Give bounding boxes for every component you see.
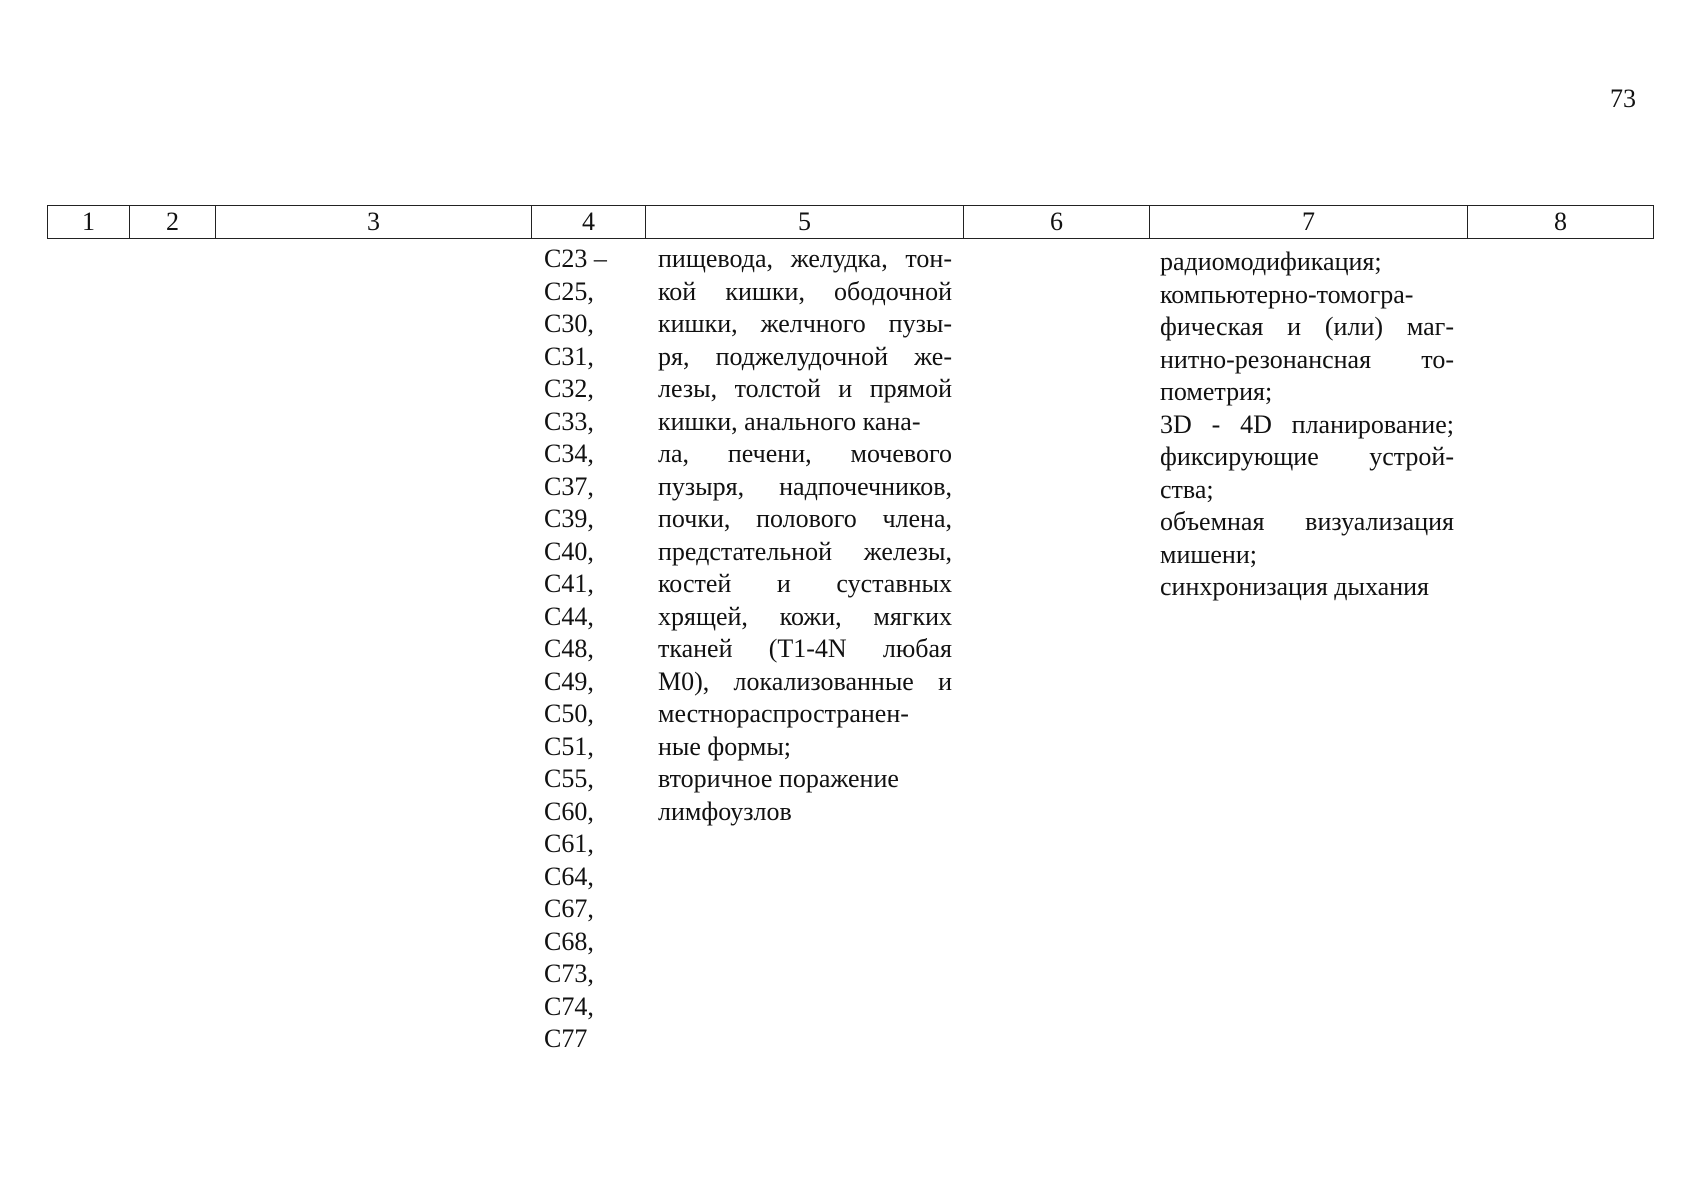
text-line: C49, [544,666,594,696]
column-header-7: 7 [1150,206,1468,239]
text-line: кой кишки, ободочной [658,276,952,306]
text-line: кишки, желчного пузы- [658,309,952,338]
text-line: M0), локализованные и [658,666,952,696]
text-line: кишки, анального кана- [658,406,921,436]
text-line: C64, [544,861,594,891]
text-line: костей и суставных [658,569,952,598]
treatment-method-column [1160,246,1454,604]
text-line: фическая и (или) маг- [1160,312,1454,341]
text-line: C40, [544,536,594,566]
text-line: C25, [544,276,594,306]
text-line: хрящей, кожи, мягких [658,601,952,631]
text-line: C23 – [544,244,607,273]
text-line: C73, [544,959,594,988]
column-header-4: 4 [532,206,646,239]
text-line: компьютерно-томогра- [1160,279,1414,309]
text-line: мишени; [1160,539,1257,569]
text-line: C51, [544,731,594,761]
text-line: C67, [544,894,594,923]
text-line: фиксирующие устрой- [1160,442,1454,471]
diagnosis-column [658,243,952,828]
text-line: нитно-резонансная то- [1160,344,1454,374]
text-line: C60, [544,796,594,826]
text-line: лимфоузлов [658,796,792,826]
column-header-6: 6 [964,206,1150,239]
text-line: тканей (T1-4N любая [658,634,952,663]
text-line: пузыря, надпочечников, [658,471,952,501]
text-line: синхронизация дыхания [1160,572,1429,601]
column-header-8: 8 [1468,206,1654,239]
text-line: ря, поджелудочной же- [658,341,952,371]
text-line: C55, [544,764,594,793]
text-line: C34, [544,439,594,468]
text-line: C68, [544,926,594,956]
text-line: ства; [1160,474,1214,504]
text-line: радиомодификация; [1160,247,1382,276]
column-header-2: 2 [130,206,216,239]
text-line: C32, [544,374,594,403]
column-header-5: 5 [646,206,964,239]
header-row [48,206,1654,239]
text-line: ла, печени, мочевого [658,439,952,468]
text-line: C44, [544,601,594,631]
icd-codes-column [544,243,644,1056]
text-line: C31, [544,341,594,371]
text-line: C30, [544,309,594,338]
text-line: C41, [544,569,594,598]
page-number: 73 [1610,84,1636,113]
text-line: C33, [544,406,594,436]
text-line: C50, [544,699,594,728]
table-header [47,205,1654,239]
column-header-3: 3 [216,206,532,239]
text-line: лезы, толстой и прямой [658,374,952,403]
text-line: C74, [544,991,594,1021]
text-line: вторичное поражение [658,764,899,793]
text-line: пометрия; [1160,377,1273,406]
text-line: почки, полового члена, [658,504,952,533]
text-line: ные формы; [658,731,792,761]
text-line: C37, [544,471,594,501]
text-line: пищевода, желудка, тон- [658,244,952,273]
text-line: 3D - 4D планирование; [1160,409,1454,439]
text-line: C61, [544,829,594,858]
text-line: объемная визуализация [1160,507,1454,536]
text-line: C39, [544,504,594,533]
column-header-1: 1 [48,206,130,239]
text-line: C77 [544,1024,588,1053]
text-line: местнораспространен- [658,699,909,728]
text-line: C48, [544,634,594,663]
text-line: предстательной железы, [658,536,952,566]
